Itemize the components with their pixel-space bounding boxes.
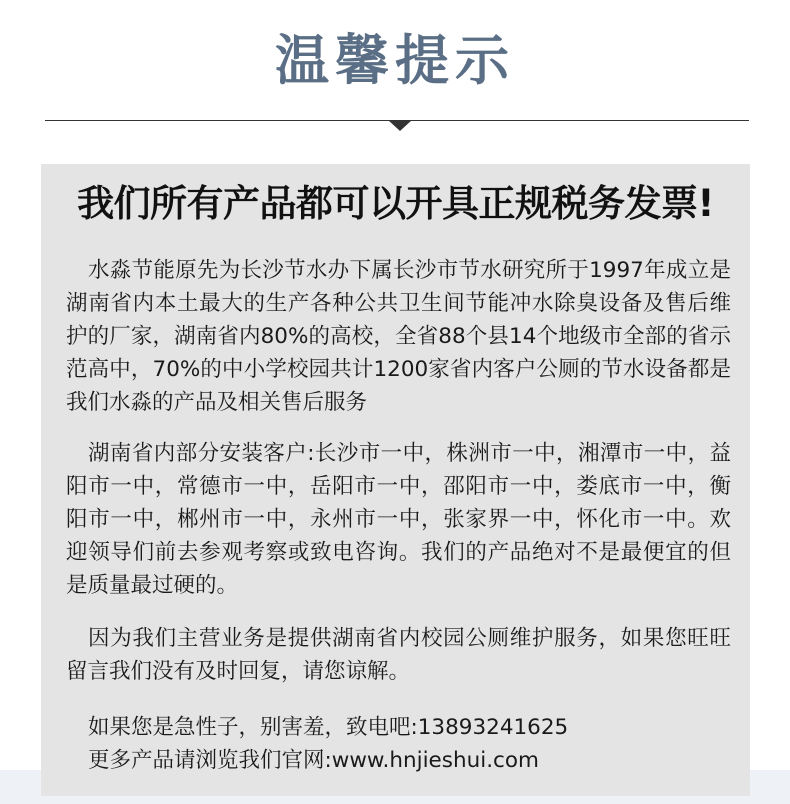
company-intro-paragraph: 水淼节能原先为长沙节水办下属长沙市节水研究所于1997年成立是湖南省内本土最大的生产各种公共卫生间节能冲水除臭设备及售后维护的厂家，湖南省内80%的高校，全省88个县14个地级市全部的省示范高中，70%的中小学校园共计1200家省内客户公厕的节水设备都是我们水淼的产品及相关售后服务	[66, 258, 731, 415]
contact-phone-line: 如果您是急性子，别害羞，致电吧:13893241625	[88, 715, 569, 740]
customers-paragraph: 湖南省内部分安装客户:长沙市一中，株洲市一中，湘潭市一中，益阳市一中，常德市一中，岳阳市一中，邵阳市一中，娄底市一中，衡阳市一中，郴州市一中，永州市一中，张家界一中，怀化市一中。欢迎领导们前去参观考察或致电咨询。我们的产品绝对不是最便宜的但是质量最过硬的。	[66, 441, 731, 598]
invoice-headline: 我们所有产品都可以开具正规税务发票!	[77, 182, 714, 225]
service-note-paragraph: 因为我们主营业务是提供湖南省内校园公厕维护服务，如果您旺旺留言我们没有及时回复，请您谅解。	[66, 626, 731, 684]
contact-website-line: 更多产品请浏览我们官网:www.hnjieshui.com	[88, 748, 539, 773]
page-title: 温馨提示	[275, 29, 515, 92]
notice-card	[41, 164, 750, 796]
divider-arrow-icon	[388, 120, 412, 131]
